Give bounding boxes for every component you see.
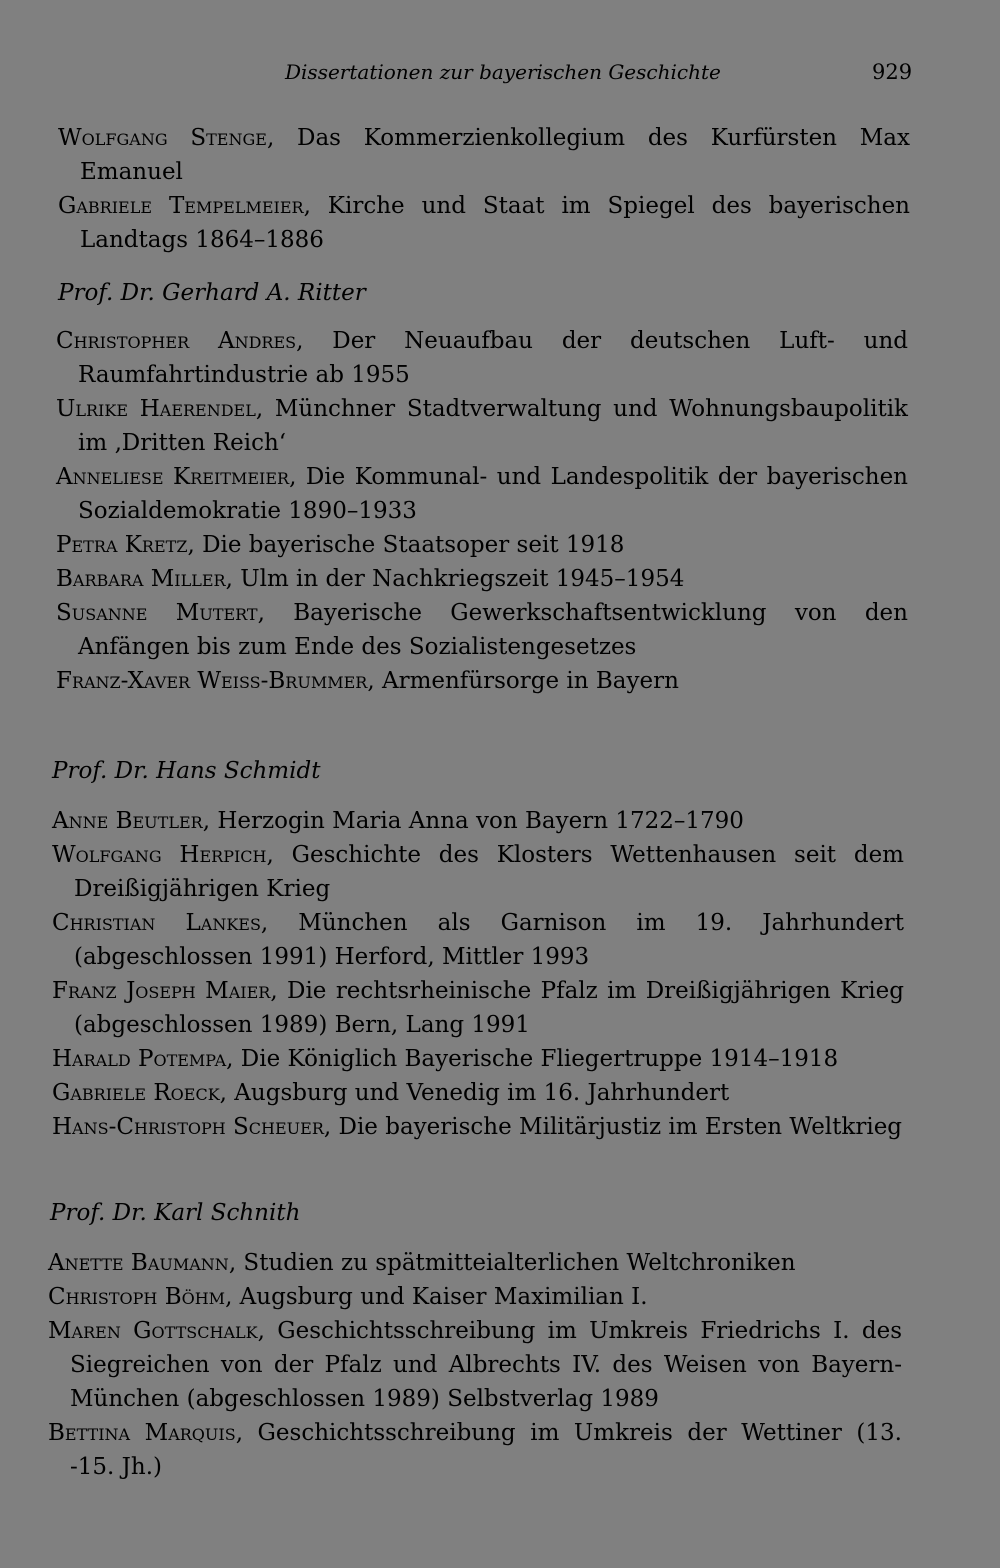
author-name: Bettina Marquis xyxy=(48,1420,236,1446)
dissertation-title: , München als Garnison im 19. Jahrhundert (abgeschlossen 1991) Herford, Mittler 1993 xyxy=(74,910,904,970)
dissertation-title: , Augsburg und Kaiser Maximilian I. xyxy=(225,1284,648,1310)
author-name: Christoph Böhm xyxy=(48,1284,226,1310)
list-item xyxy=(56,596,908,664)
list-item xyxy=(56,324,908,392)
author-name: Hans-Christoph Scheuer xyxy=(52,1114,324,1140)
dissertation-title: , Studien zu spätmitteialterlichen Weltchroniken xyxy=(228,1250,796,1276)
dissertation-title: , Die bayerische Staatsoper seit 1918 xyxy=(187,532,625,558)
list-item xyxy=(56,460,908,528)
author-name: Maren Gottschalk xyxy=(48,1318,258,1344)
author-name: Anette Baumann xyxy=(48,1250,229,1276)
dissertation-title: , Geschichtsschreibung im Umkreis Friedrichs I. des Siegreichen von der Pfalz und Albrechts IV. des Weisen von Bayern-München (abgeschlossen 1989) Selbstverlag 1989 xyxy=(70,1318,903,1412)
author-name: Franz Joseph Maier xyxy=(52,978,271,1004)
dissertation-title: , Bayerische Gewerkschaftsentwicklung von den Anfängen bis zum Ende des Sozialistengesetzes xyxy=(78,600,908,660)
page-header xyxy=(0,60,1000,94)
list-item xyxy=(52,1076,904,1110)
author-name: Wolfgang Stenge xyxy=(58,125,267,151)
professor-heading: Prof. Dr. Gerhard A. Ritter xyxy=(58,280,366,306)
dissertation-title: , Kirche und Staat im Spiegel des bayerischen Landtags 1864–1886 xyxy=(80,193,910,253)
list-item xyxy=(52,974,904,1042)
running-title: Dissertationen zur bayerischen Geschichte xyxy=(285,60,721,84)
entry-list xyxy=(52,804,904,1144)
entry-list xyxy=(48,1246,902,1484)
list-item xyxy=(56,392,908,460)
list-item xyxy=(48,1314,902,1416)
entry-list xyxy=(56,324,908,698)
dissertation-title: , Augsburg und Venedig im 16. Jahrhundert xyxy=(219,1080,730,1106)
list-item xyxy=(56,664,908,698)
list-item xyxy=(52,1042,904,1076)
dissertation-title: , Geschichte des Klosters Wettenhausen seit dem Dreißigjährigen Krieg xyxy=(74,842,904,902)
author-name: Anne Beutler xyxy=(52,808,203,834)
author-name: Christian Lankes xyxy=(52,910,261,936)
list-item xyxy=(58,121,910,189)
dissertation-title: , Das Kommerzienkollegium des Kurfürsten Max Emanuel xyxy=(80,125,910,185)
author-name: Harald Potempa xyxy=(52,1046,227,1072)
dissertation-title: , Die rechtsrheinische Pfalz im Dreißigjährigen Krieg (abgeschlossen 1989) Bern, Lang 1991 xyxy=(74,978,904,1038)
entry-list xyxy=(58,121,910,257)
list-item xyxy=(58,189,910,257)
page-number: 929 xyxy=(872,60,913,84)
dissertation-title: , Der Neuaufbau der deutschen Luft- und Raumfahrtindustrie ab 1955 xyxy=(78,328,908,388)
author-name: Petra Kretz xyxy=(56,532,188,558)
author-name: Gabriele Tempelmeier xyxy=(58,193,304,219)
dissertation-title: , Ulm in der Nachkriegszeit 1945–1954 xyxy=(225,566,685,592)
dissertation-title: , Geschichtsschreibung im Umkreis der Wettiner (13. -15. Jh.) xyxy=(70,1420,902,1480)
list-item xyxy=(48,1280,902,1314)
list-item xyxy=(56,562,908,596)
author-name: Barbara Miller xyxy=(56,566,226,592)
author-name: Ulrike Haerendel xyxy=(56,396,256,422)
list-item xyxy=(52,1110,904,1144)
author-name: Franz-Xaver Weiss-Brummer xyxy=(56,668,368,694)
list-item xyxy=(52,906,904,974)
list-item xyxy=(48,1246,902,1280)
dissertation-title: , Herzogin Maria Anna von Bayern 1722–1790 xyxy=(202,808,744,834)
list-item xyxy=(48,1416,902,1484)
author-name: Gabriele Roeck xyxy=(52,1080,220,1106)
list-item xyxy=(56,528,908,562)
dissertation-title: , Armenfürsorge in Bayern xyxy=(367,668,679,694)
dissertation-title: , Die Königlich Bayerische Fliegertruppe 1914–1918 xyxy=(226,1046,839,1072)
professor-heading: Prof. Dr. Karl Schnith xyxy=(50,1200,301,1226)
author-name: Susanne Mutert xyxy=(56,600,258,626)
dissertation-title: , Die Kommunal- und Landespolitik der bayerischen Sozialdemokratie 1890–1933 xyxy=(78,464,908,524)
dissertation-title: , Die bayerische Militärjustiz im Ersten Weltkrieg xyxy=(323,1114,903,1140)
author-name: Wolfgang Herpich xyxy=(52,842,267,868)
list-item xyxy=(52,838,904,906)
author-name: Anneliese Kreitmeier xyxy=(56,464,290,490)
professor-heading: Prof. Dr. Hans Schmidt xyxy=(52,758,321,784)
dissertation-title: , Münchner Stadtverwaltung und Wohnungsbaupolitik im ‚Dritten Reich‘ xyxy=(78,396,908,456)
list-item xyxy=(52,804,904,838)
author-name: Christopher Andres xyxy=(56,328,297,354)
